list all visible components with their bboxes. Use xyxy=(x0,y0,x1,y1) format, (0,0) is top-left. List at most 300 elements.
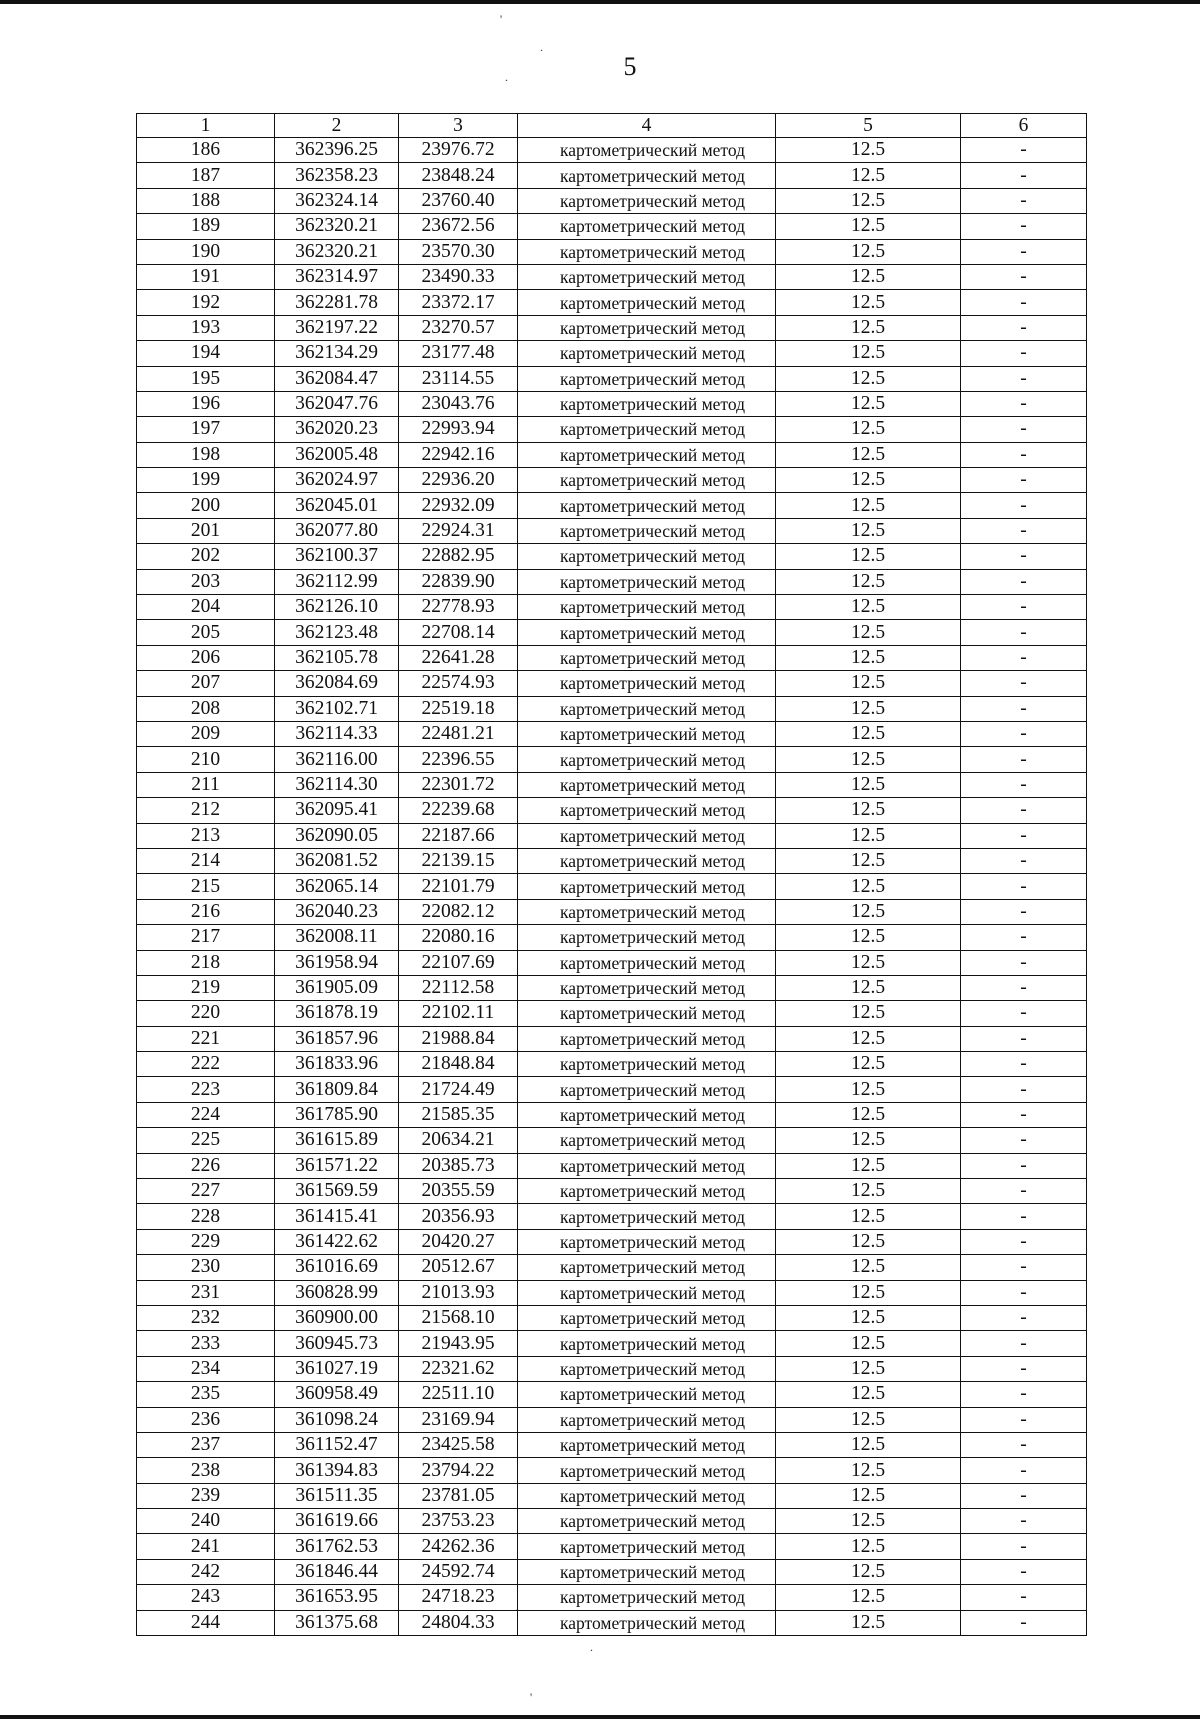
accuracy-cell: 12.5 xyxy=(776,696,961,721)
coord-y-cell: 24262.36 xyxy=(399,1534,518,1559)
accuracy-cell: 12.5 xyxy=(776,1179,961,1204)
note-cell: - xyxy=(961,1534,1087,1559)
point-number-cell: 240 xyxy=(137,1509,275,1534)
coord-x-cell: 361878.19 xyxy=(275,1001,399,1026)
point-number-cell: 238 xyxy=(137,1458,275,1483)
point-number-cell: 210 xyxy=(137,747,275,772)
coord-y-cell: 22396.55 xyxy=(399,747,518,772)
accuracy-cell: 12.5 xyxy=(776,721,961,746)
method-cell: картометрический метод xyxy=(518,721,776,746)
method-cell: картометрический метод xyxy=(518,391,776,416)
point-number-cell: 202 xyxy=(137,544,275,569)
coord-x-cell: 362320.21 xyxy=(275,239,399,264)
column-header-6: 6 xyxy=(961,114,1087,138)
note-cell: - xyxy=(961,696,1087,721)
method-cell: картометрический метод xyxy=(518,1458,776,1483)
method-cell: картометрический метод xyxy=(518,1102,776,1127)
accuracy-cell: 12.5 xyxy=(776,1610,961,1635)
accuracy-cell: 12.5 xyxy=(776,290,961,315)
coord-x-cell: 362100.37 xyxy=(275,544,399,569)
note-cell: - xyxy=(961,620,1087,645)
table-row xyxy=(137,264,1087,289)
coord-x-cell: 362197.22 xyxy=(275,315,399,340)
coord-y-cell: 22139.15 xyxy=(399,848,518,873)
method-cell: картометрический метод xyxy=(518,1001,776,1026)
coord-y-cell: 22082.12 xyxy=(399,899,518,924)
table-row xyxy=(137,823,1087,848)
accuracy-cell: 12.5 xyxy=(776,899,961,924)
method-cell: картометрический метод xyxy=(518,1610,776,1635)
coord-x-cell: 361785.90 xyxy=(275,1102,399,1127)
table-row xyxy=(137,747,1087,772)
accuracy-cell: 12.5 xyxy=(776,138,961,163)
point-number-cell: 222 xyxy=(137,1052,275,1077)
note-cell: - xyxy=(961,315,1087,340)
note-cell: - xyxy=(961,874,1087,899)
note-cell: - xyxy=(961,1102,1087,1127)
coord-y-cell: 21013.93 xyxy=(399,1280,518,1305)
coord-y-cell: 24592.74 xyxy=(399,1559,518,1584)
scan-speck: . xyxy=(505,70,508,84)
note-cell: - xyxy=(961,1052,1087,1077)
coord-y-cell: 23490.33 xyxy=(399,264,518,289)
point-number-cell: 197 xyxy=(137,417,275,442)
coord-y-cell: 23781.05 xyxy=(399,1483,518,1508)
method-cell: картометрический метод xyxy=(518,1483,776,1508)
coord-x-cell: 362105.78 xyxy=(275,645,399,670)
coord-x-cell: 361511.35 xyxy=(275,1483,399,1508)
note-cell: - xyxy=(961,975,1087,1000)
accuracy-cell: 12.5 xyxy=(776,518,961,543)
accuracy-cell: 12.5 xyxy=(776,163,961,188)
table-row xyxy=(137,1305,1087,1330)
accuracy-cell: 12.5 xyxy=(776,925,961,950)
coord-y-cell: 20385.73 xyxy=(399,1153,518,1178)
coord-x-cell: 362320.21 xyxy=(275,214,399,239)
point-number-cell: 193 xyxy=(137,315,275,340)
table-row xyxy=(137,848,1087,873)
point-number-cell: 192 xyxy=(137,290,275,315)
point-number-cell: 214 xyxy=(137,848,275,873)
note-cell: - xyxy=(961,1179,1087,1204)
accuracy-cell: 12.5 xyxy=(776,1102,961,1127)
table-row xyxy=(137,417,1087,442)
point-number-cell: 198 xyxy=(137,442,275,467)
coord-x-cell: 362324.14 xyxy=(275,188,399,213)
table-row xyxy=(137,239,1087,264)
coord-x-cell: 361152.47 xyxy=(275,1432,399,1457)
table-row xyxy=(137,493,1087,518)
point-number-cell: 232 xyxy=(137,1305,275,1330)
accuracy-cell: 12.5 xyxy=(776,417,961,442)
coord-x-cell: 362281.78 xyxy=(275,290,399,315)
table-row xyxy=(137,1280,1087,1305)
accuracy-cell: 12.5 xyxy=(776,975,961,1000)
point-number-cell: 215 xyxy=(137,874,275,899)
point-number-cell: 229 xyxy=(137,1229,275,1254)
coord-x-cell: 362123.48 xyxy=(275,620,399,645)
point-number-cell: 219 xyxy=(137,975,275,1000)
note-cell: - xyxy=(961,417,1087,442)
point-number-cell: 221 xyxy=(137,1026,275,1051)
method-cell: картометрический метод xyxy=(518,848,776,873)
scan-speck: . xyxy=(515,1600,518,1614)
table-row xyxy=(137,899,1087,924)
coord-y-cell: 22301.72 xyxy=(399,772,518,797)
coord-y-cell: 22112.58 xyxy=(399,975,518,1000)
coord-x-cell: 362114.33 xyxy=(275,721,399,746)
accuracy-cell: 12.5 xyxy=(776,341,961,366)
point-number-cell: 217 xyxy=(137,925,275,950)
accuracy-cell: 12.5 xyxy=(776,1128,961,1153)
note-cell: - xyxy=(961,1001,1087,1026)
scan-speck: ' xyxy=(530,1690,533,1704)
coord-x-cell: 361027.19 xyxy=(275,1356,399,1381)
coord-x-cell: 362077.80 xyxy=(275,518,399,543)
accuracy-cell: 12.5 xyxy=(776,1458,961,1483)
point-number-cell: 189 xyxy=(137,214,275,239)
table-row xyxy=(137,341,1087,366)
coord-y-cell: 22882.95 xyxy=(399,544,518,569)
coord-y-cell: 22107.69 xyxy=(399,950,518,975)
coord-y-cell: 22101.79 xyxy=(399,874,518,899)
accuracy-cell: 12.5 xyxy=(776,747,961,772)
table-row xyxy=(137,1077,1087,1102)
accuracy-cell: 12.5 xyxy=(776,1382,961,1407)
method-cell: картометрический метод xyxy=(518,1128,776,1153)
table-row xyxy=(137,1001,1087,1026)
coord-x-cell: 361905.09 xyxy=(275,975,399,1000)
coord-x-cell: 361016.69 xyxy=(275,1255,399,1280)
note-cell: - xyxy=(961,138,1087,163)
coord-y-cell: 23760.40 xyxy=(399,188,518,213)
point-number-cell: 191 xyxy=(137,264,275,289)
point-number-cell: 230 xyxy=(137,1255,275,1280)
method-cell: картометрический метод xyxy=(518,950,776,975)
point-number-cell: 205 xyxy=(137,620,275,645)
note-cell: - xyxy=(961,1432,1087,1457)
table-row xyxy=(137,569,1087,594)
accuracy-cell: 12.5 xyxy=(776,1204,961,1229)
coord-y-cell: 22102.11 xyxy=(399,1001,518,1026)
method-cell: картометрический метод xyxy=(518,874,776,899)
coord-y-cell: 22924.31 xyxy=(399,518,518,543)
coord-y-cell: 21724.49 xyxy=(399,1077,518,1102)
point-number-cell: 216 xyxy=(137,899,275,924)
method-cell: картометрический метод xyxy=(518,341,776,366)
table-row xyxy=(137,391,1087,416)
accuracy-cell: 12.5 xyxy=(776,620,961,645)
table-row xyxy=(137,1052,1087,1077)
coord-x-cell: 361571.22 xyxy=(275,1153,399,1178)
point-number-cell: 201 xyxy=(137,518,275,543)
note-cell: - xyxy=(961,721,1087,746)
method-cell: картометрический метод xyxy=(518,1559,776,1584)
point-number-cell: 223 xyxy=(137,1077,275,1102)
coord-y-cell: 22932.09 xyxy=(399,493,518,518)
point-number-cell: 203 xyxy=(137,569,275,594)
point-number-cell: 237 xyxy=(137,1432,275,1457)
accuracy-cell: 12.5 xyxy=(776,1153,961,1178)
coord-y-cell: 21943.95 xyxy=(399,1331,518,1356)
coord-x-cell: 362081.52 xyxy=(275,848,399,873)
note-cell: - xyxy=(961,1153,1087,1178)
note-cell: - xyxy=(961,1128,1087,1153)
column-header-4: 4 xyxy=(518,114,776,138)
note-cell: - xyxy=(961,442,1087,467)
coord-y-cell: 23043.76 xyxy=(399,391,518,416)
coord-y-cell: 22641.28 xyxy=(399,645,518,670)
table-row xyxy=(137,798,1087,823)
coord-x-cell: 362396.25 xyxy=(275,138,399,163)
note-cell: - xyxy=(961,188,1087,213)
note-cell: - xyxy=(961,493,1087,518)
point-number-cell: 208 xyxy=(137,696,275,721)
accuracy-cell: 12.5 xyxy=(776,391,961,416)
coord-y-cell: 23848.24 xyxy=(399,163,518,188)
coord-y-cell: 20512.67 xyxy=(399,1255,518,1280)
coord-x-cell: 362005.48 xyxy=(275,442,399,467)
note-cell: - xyxy=(961,163,1087,188)
table-row xyxy=(137,1432,1087,1457)
table-header-row xyxy=(137,114,1087,138)
note-cell: - xyxy=(961,899,1087,924)
method-cell: картометрический метод xyxy=(518,823,776,848)
method-cell: картометрический метод xyxy=(518,620,776,645)
point-number-cell: 186 xyxy=(137,138,275,163)
method-cell: картометрический метод xyxy=(518,1026,776,1051)
coord-x-cell: 361958.94 xyxy=(275,950,399,975)
table-row xyxy=(137,671,1087,696)
point-number-cell: 209 xyxy=(137,721,275,746)
coord-x-cell: 361615.89 xyxy=(275,1128,399,1153)
accuracy-cell: 12.5 xyxy=(776,1483,961,1508)
coord-y-cell: 23270.57 xyxy=(399,315,518,340)
coord-y-cell: 23114.55 xyxy=(399,366,518,391)
coord-y-cell: 22080.16 xyxy=(399,925,518,950)
coordinates-table xyxy=(136,113,1087,1636)
coord-y-cell: 21568.10 xyxy=(399,1305,518,1330)
table-row xyxy=(137,1026,1087,1051)
method-cell: картометрический метод xyxy=(518,899,776,924)
accuracy-cell: 12.5 xyxy=(776,214,961,239)
point-number-cell: 226 xyxy=(137,1153,275,1178)
coord-x-cell: 362008.11 xyxy=(275,925,399,950)
coord-x-cell: 362084.69 xyxy=(275,671,399,696)
coord-x-cell: 362024.97 xyxy=(275,468,399,493)
coord-y-cell: 22481.21 xyxy=(399,721,518,746)
table-row xyxy=(137,772,1087,797)
accuracy-cell: 12.5 xyxy=(776,950,961,975)
table-row xyxy=(137,874,1087,899)
note-cell: - xyxy=(961,1305,1087,1330)
coord-x-cell: 362047.76 xyxy=(275,391,399,416)
method-cell: картометрический метод xyxy=(518,1153,776,1178)
coord-x-cell: 360958.49 xyxy=(275,1382,399,1407)
accuracy-cell: 12.5 xyxy=(776,1331,961,1356)
note-cell: - xyxy=(961,848,1087,873)
coord-y-cell: 22519.18 xyxy=(399,696,518,721)
coord-y-cell: 20356.93 xyxy=(399,1204,518,1229)
table-row xyxy=(137,1255,1087,1280)
table-row xyxy=(137,1179,1087,1204)
accuracy-cell: 12.5 xyxy=(776,1509,961,1534)
point-number-cell: 207 xyxy=(137,671,275,696)
note-cell: - xyxy=(961,925,1087,950)
method-cell: картометрический метод xyxy=(518,315,776,340)
note-cell: - xyxy=(961,1483,1087,1508)
accuracy-cell: 12.5 xyxy=(776,1077,961,1102)
table-row xyxy=(137,1356,1087,1381)
note-cell: - xyxy=(961,1585,1087,1610)
note-cell: - xyxy=(961,214,1087,239)
coord-x-cell: 361846.44 xyxy=(275,1559,399,1584)
point-number-cell: 199 xyxy=(137,468,275,493)
coord-x-cell: 362112.99 xyxy=(275,569,399,594)
coord-x-cell: 362134.29 xyxy=(275,341,399,366)
table-row xyxy=(137,1483,1087,1508)
accuracy-cell: 12.5 xyxy=(776,239,961,264)
table-row xyxy=(137,138,1087,163)
accuracy-cell: 12.5 xyxy=(776,1280,961,1305)
coord-y-cell: 23169.94 xyxy=(399,1407,518,1432)
note-cell: - xyxy=(961,747,1087,772)
point-number-cell: 213 xyxy=(137,823,275,848)
coord-x-cell: 361833.96 xyxy=(275,1052,399,1077)
accuracy-cell: 12.5 xyxy=(776,671,961,696)
point-number-cell: 233 xyxy=(137,1331,275,1356)
note-cell: - xyxy=(961,1204,1087,1229)
point-number-cell: 212 xyxy=(137,798,275,823)
note-cell: - xyxy=(961,341,1087,366)
method-cell: картометрический метод xyxy=(518,163,776,188)
method-cell: картометрический метод xyxy=(518,1509,776,1534)
method-cell: картометрический метод xyxy=(518,798,776,823)
coord-x-cell: 362314.97 xyxy=(275,264,399,289)
note-cell: - xyxy=(961,290,1087,315)
scan-edge-top xyxy=(0,0,1200,4)
table-row xyxy=(137,163,1087,188)
method-cell: картометрический метод xyxy=(518,1331,776,1356)
scan-speck: ' xyxy=(500,12,503,26)
point-number-cell: 244 xyxy=(137,1610,275,1635)
column-header-3: 3 xyxy=(399,114,518,138)
method-cell: картометрический метод xyxy=(518,747,776,772)
coord-y-cell: 23753.23 xyxy=(399,1509,518,1534)
note-cell: - xyxy=(961,645,1087,670)
table-row xyxy=(137,442,1087,467)
coord-x-cell: 361762.53 xyxy=(275,1534,399,1559)
accuracy-cell: 12.5 xyxy=(776,874,961,899)
coord-y-cell: 22574.93 xyxy=(399,671,518,696)
table-row xyxy=(137,366,1087,391)
point-number-cell: 235 xyxy=(137,1382,275,1407)
table-row xyxy=(137,696,1087,721)
table-row xyxy=(137,925,1087,950)
accuracy-cell: 12.5 xyxy=(776,264,961,289)
point-number-cell: 206 xyxy=(137,645,275,670)
coord-x-cell: 362114.30 xyxy=(275,772,399,797)
method-cell: картометрический метод xyxy=(518,645,776,670)
note-cell: - xyxy=(961,1255,1087,1280)
note-cell: - xyxy=(961,1610,1087,1635)
method-cell: картометрический метод xyxy=(518,214,776,239)
table-row xyxy=(137,1610,1087,1635)
coord-y-cell: 23976.72 xyxy=(399,138,518,163)
coord-x-cell: 360900.00 xyxy=(275,1305,399,1330)
table-row xyxy=(137,1382,1087,1407)
accuracy-cell: 12.5 xyxy=(776,442,961,467)
point-number-cell: 200 xyxy=(137,493,275,518)
method-cell: картометрический метод xyxy=(518,1432,776,1457)
accuracy-cell: 12.5 xyxy=(776,772,961,797)
point-number-cell: 220 xyxy=(137,1001,275,1026)
table-row xyxy=(137,518,1087,543)
coord-x-cell: 361098.24 xyxy=(275,1407,399,1432)
note-cell: - xyxy=(961,1026,1087,1051)
coord-y-cell: 21848.84 xyxy=(399,1052,518,1077)
column-header-2: 2 xyxy=(275,114,399,138)
method-cell: картометрический метод xyxy=(518,1229,776,1254)
accuracy-cell: 12.5 xyxy=(776,823,961,848)
coord-x-cell: 360945.73 xyxy=(275,1331,399,1356)
coord-y-cell: 22239.68 xyxy=(399,798,518,823)
point-number-cell: 211 xyxy=(137,772,275,797)
coord-y-cell: 22993.94 xyxy=(399,417,518,442)
point-number-cell: 190 xyxy=(137,239,275,264)
coord-y-cell: 22708.14 xyxy=(399,620,518,645)
table-row xyxy=(137,1331,1087,1356)
point-number-cell: 231 xyxy=(137,1280,275,1305)
accuracy-cell: 12.5 xyxy=(776,1356,961,1381)
coord-y-cell: 24804.33 xyxy=(399,1610,518,1635)
coord-x-cell: 362040.23 xyxy=(275,899,399,924)
table-row xyxy=(137,214,1087,239)
method-cell: картометрический метод xyxy=(518,1280,776,1305)
table-row xyxy=(137,645,1087,670)
table-row xyxy=(137,188,1087,213)
coord-y-cell: 23570.30 xyxy=(399,239,518,264)
coord-x-cell: 361375.68 xyxy=(275,1610,399,1635)
coord-x-cell: 362095.41 xyxy=(275,798,399,823)
note-cell: - xyxy=(961,772,1087,797)
method-cell: картометрический метод xyxy=(518,518,776,543)
point-number-cell: 236 xyxy=(137,1407,275,1432)
method-cell: картометрический метод xyxy=(518,1204,776,1229)
note-cell: - xyxy=(961,264,1087,289)
accuracy-cell: 12.5 xyxy=(776,1534,961,1559)
coord-y-cell: 22511.10 xyxy=(399,1382,518,1407)
coord-y-cell: 24718.23 xyxy=(399,1585,518,1610)
method-cell: картометрический метод xyxy=(518,290,776,315)
method-cell: картометрический метод xyxy=(518,1052,776,1077)
coord-x-cell: 362084.47 xyxy=(275,366,399,391)
note-cell: - xyxy=(961,823,1087,848)
coord-y-cell: 21988.84 xyxy=(399,1026,518,1051)
method-cell: картометрический метод xyxy=(518,442,776,467)
note-cell: - xyxy=(961,366,1087,391)
table-row xyxy=(137,1534,1087,1559)
method-cell: картометрический метод xyxy=(518,493,776,518)
coord-x-cell: 362358.23 xyxy=(275,163,399,188)
note-cell: - xyxy=(961,1229,1087,1254)
point-number-cell: 242 xyxy=(137,1559,275,1584)
table-row xyxy=(137,1458,1087,1483)
column-header-1: 1 xyxy=(137,114,275,138)
coord-y-cell: 20634.21 xyxy=(399,1128,518,1153)
coord-x-cell: 360828.99 xyxy=(275,1280,399,1305)
table-row xyxy=(137,1128,1087,1153)
